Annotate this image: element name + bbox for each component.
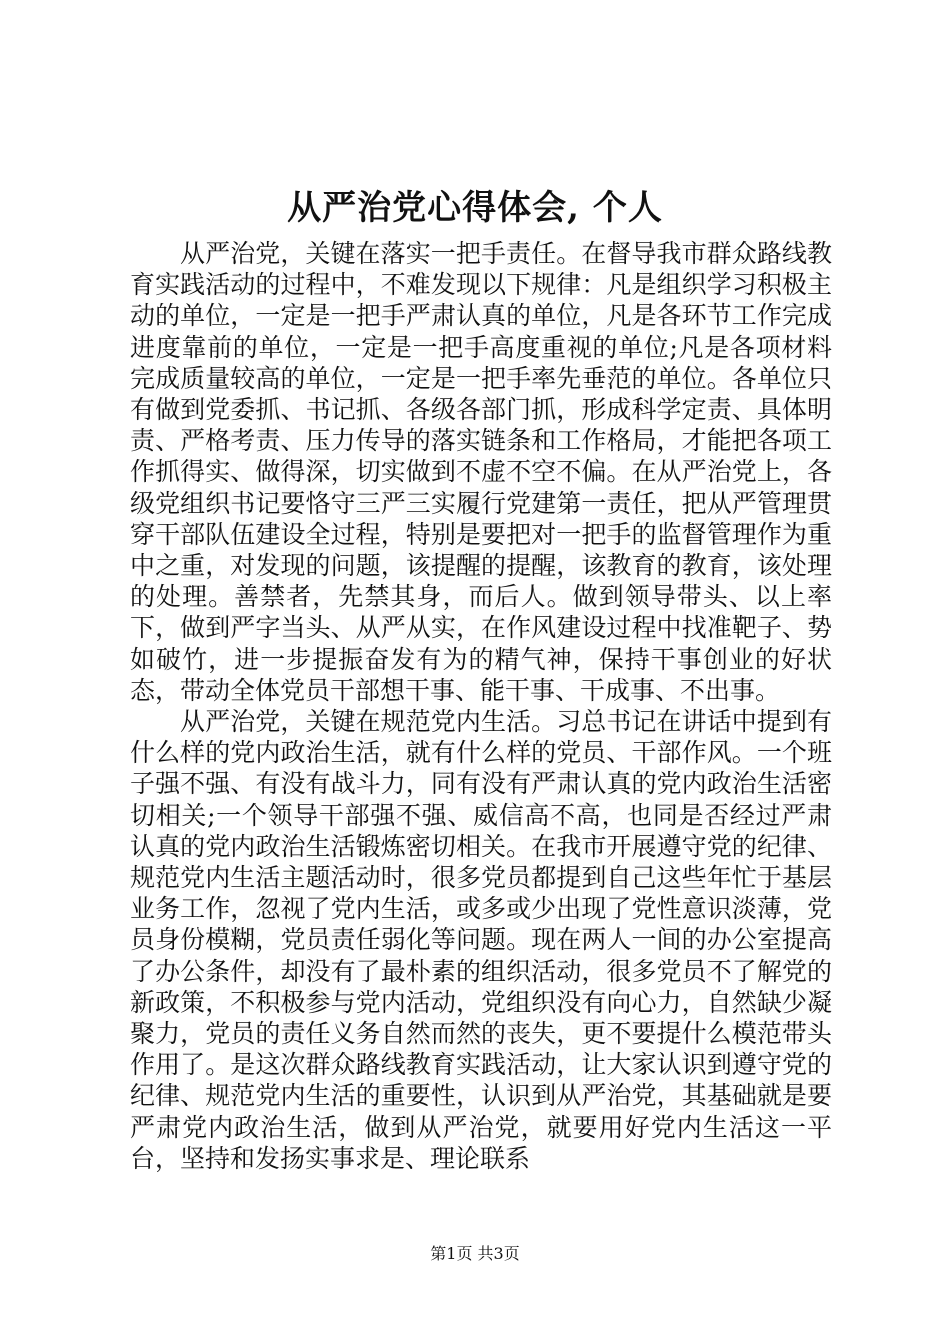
document-body xyxy=(130,238,832,1174)
document-title: 从严治党心得体会, 个人 xyxy=(287,188,663,228)
body-paragraph-1: 从严治党，关键在落实一把手责任。在督导我市群众路线教育实践活动的过程中，不难发现以下规律：凡是组织学习积极主动的单位，一定是一把手严肃认真的单位，凡是各环节工作完成进度靠前的单位，一定是一把手高度重视的单位;凡是各项材料完成质量较高的单位，一定是一把手率先垂范的单位。各单位只有做到党委抓、书记抓、各级各部门抓，形成科学定责、具体明责、严格考责、压力传导的落实链条和工作格局，才能把各项工作抓得实、做得深，切实做到不虚不空不偏。在从严治党上，各级党组织书记要恪守三严三实履行党建第一责任，把从严管理贯穿干部队伍建设全过程，特别是要把对一把手的监督管理作为重中之重，对发现的问题，该提醒的提醒，该教育的教育，该处理的处理。善禁者，先禁其身，而后人。做到领导带头、以上率下，做到严字当头、从严从实，在作风建设过程中找准靶子、势如破竹，进一步提振奋发有为的精气神，保持干事创业的好状态，带动全体党员干部想干事、能干事、干成事、不出事。 xyxy=(130,239,832,705)
body-paragraph-2: 从严治党，关键在规范党内生活。习总书记在讲话中提到有什么样的党内政治生活，就有什么样的党员、干部作风。一个班子强不强、有没有战斗力，同有没有严肃认真的党内政治生活密切相关;一个领导干部强不强、威信高不高，也同是否经过严肃认真的党内政治生活锻炼密切相关。在我市开展遵守党的纪律、规范党内生活主题活动时，很多党员都提到自己这些年忙于基层业务工作，忽视了党内生活，或多或少出现了党性意识淡薄，党员身份模糊，党员责任弱化等问题。现在两人一间的办公室提高了办公条件，却没有了最朴素的组织活动，很多党员不了解党的新政策，不积极参与党内活动，党组织没有向心力，自然缺少凝聚力，党员的责任义务自然而然的丧失，更不要提什么模范带头作用了。是这次群众路线教育实践活动，让大家认识到遵守党的纪律、规范党内生活的重要性，认识到从严治党，其基础就是要严肃党内政治生活，做到从严治党，就要用好党内生活这一平台，坚持和发扬实事求是、理论联系 xyxy=(130,707,832,1173)
page-number-footer: 第1页 共3页 xyxy=(430,1244,520,1263)
